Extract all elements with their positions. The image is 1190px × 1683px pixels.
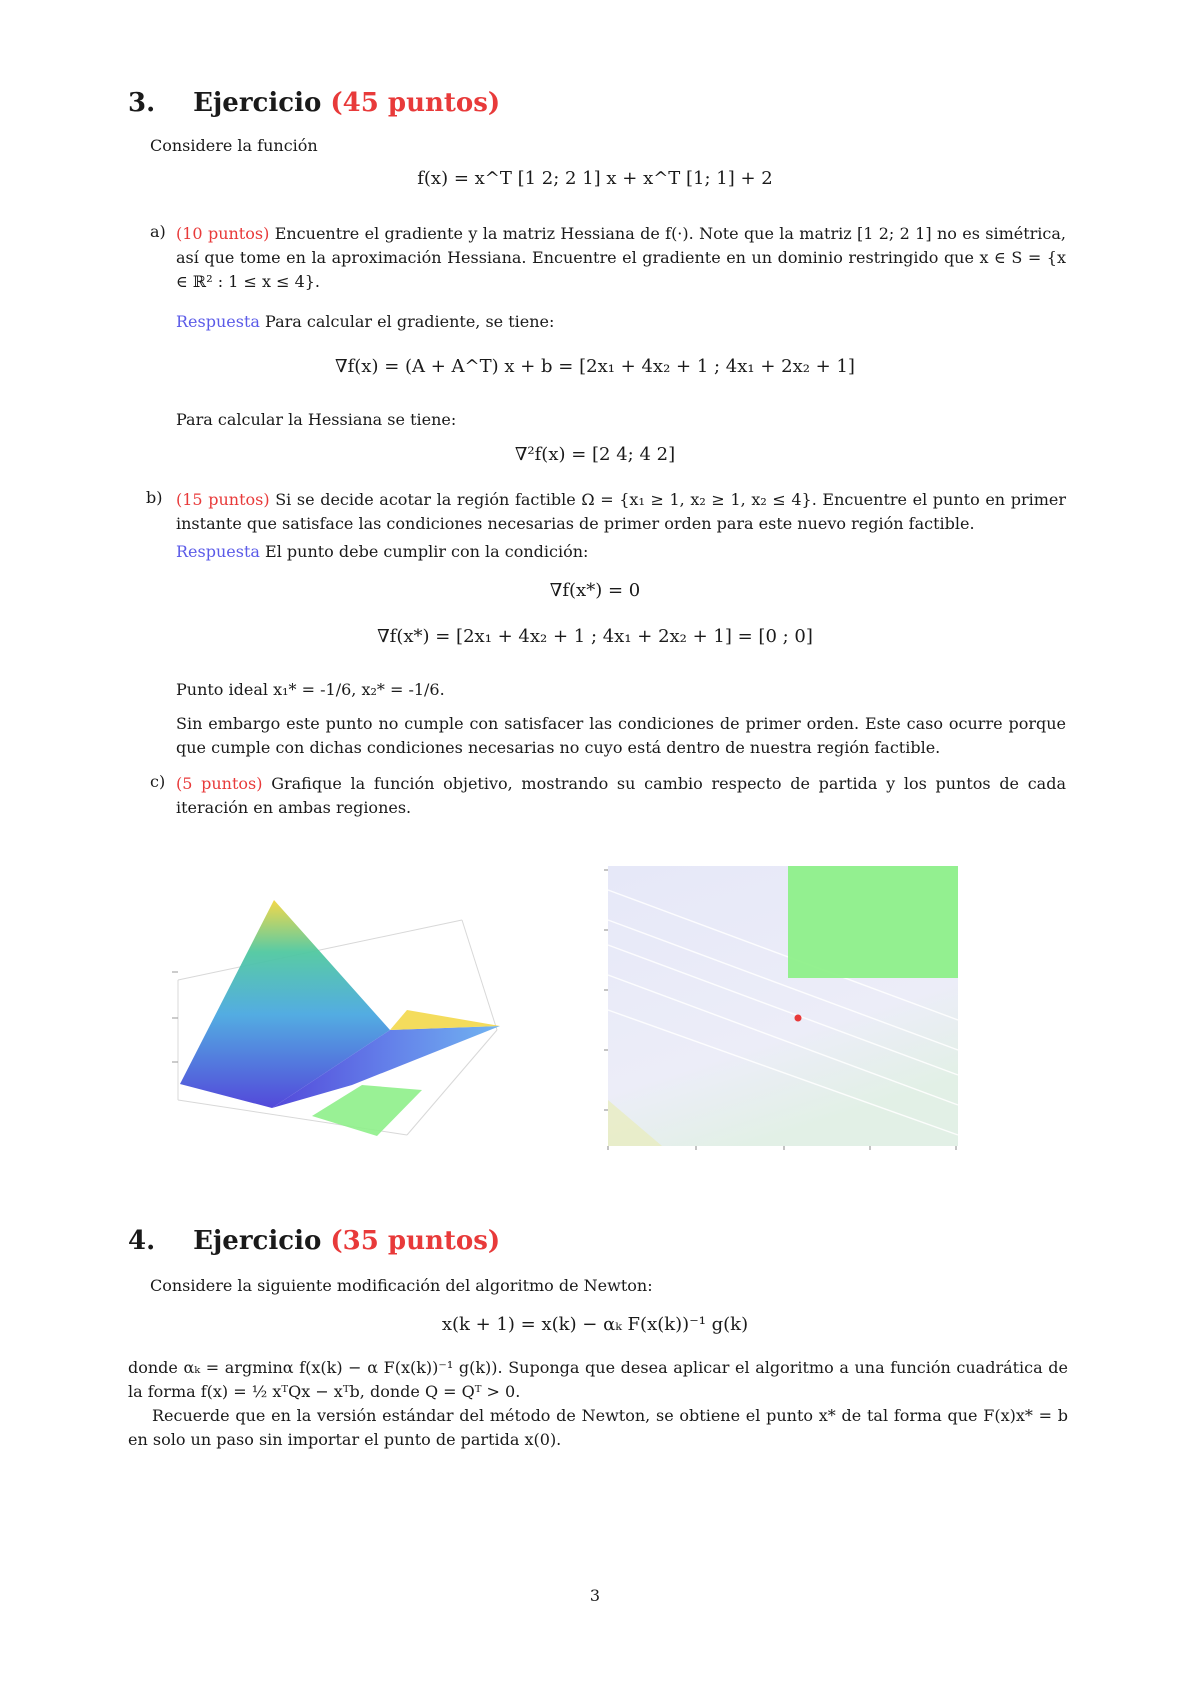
section-4-paragraph-2: Recuerde que en la versión estándar del método de Newton, se obtiene el punto x* de tal forma que F(x)x* = b en solo un paso sin importar el punto de partida x(0). xyxy=(128,1406,1068,1449)
part-a-response xyxy=(176,310,1056,334)
part-c-label: c) xyxy=(150,772,166,791)
feasible-region-3d xyxy=(312,1085,422,1136)
response-label-b: Respuesta xyxy=(176,542,260,561)
page-number: 3 xyxy=(589,1586,601,1605)
response-label-a: Respuesta xyxy=(176,312,260,331)
part-c-body: Grafique la función objetivo, mostrando su cambio respecto de partida y los puntos de cada iteración en ambas regiones. xyxy=(176,774,1067,817)
part-b-note: Sin embargo este punto no cumple con satisfacer las condiciones de primer orden. Este caso ocurre porque que cumple con dichas condiciones necesarias no cuyo está dentro de nuestra región factible. xyxy=(176,714,1066,757)
z-ticks xyxy=(172,972,178,1062)
section-title: Ejercicio xyxy=(193,1226,322,1256)
section-points: (35 puntos) xyxy=(330,1226,501,1256)
section-4-intro: Considere la siguiente modificación del algoritmo de Newton: xyxy=(150,1276,653,1295)
function-definition: f(x) = x^T [1 2; 2 1] x + x^T [1; 1] + 2 xyxy=(417,168,773,189)
part-b-label: b) xyxy=(146,488,163,507)
part-a-text xyxy=(176,222,1066,294)
part-a-body: Encuentre el gradiente y la matriz Hessiana de f(·). Note que la matriz [1 2; 2 1] no es simétrica, así que tome en la aproximación Hessiana. Encuentre el gradiente en un dominio restringido que x ∈ S = {x ∈ ℝ² : 1 ≤ x ≤ 4}. xyxy=(176,224,1067,291)
surface-3d-plot xyxy=(122,880,572,1180)
part-b-response xyxy=(176,540,1056,564)
ideal-point-text: Punto ideal x₁* = -1/6, x₂* = -1/6. xyxy=(176,680,445,699)
hessian-equation: ∇²f(x) = [2 4; 4 2] xyxy=(514,444,676,465)
newton-update-equation: x(k + 1) = x(k) − αₖ F(x(k))⁻¹ g(k) xyxy=(441,1314,749,1335)
part-c-text xyxy=(176,772,1066,820)
section-heading-4 xyxy=(128,1226,500,1256)
gradient-equation: ∇f(x) = (A + A^T) x + b = [2x₁ + 4x₂ + 1 ; 4x₁ + 2x₂ + 1] xyxy=(335,356,855,377)
section-number: 4. xyxy=(128,1226,156,1256)
hessian-text: Para calcular la Hessiana se tiene: xyxy=(176,410,457,429)
part-b-text xyxy=(176,488,1066,536)
section-heading-3 xyxy=(128,88,500,118)
part-a-points: (10 puntos) xyxy=(176,224,270,243)
section-points: (45 puntos) xyxy=(330,88,501,118)
condition-equation-1: ∇f(x*) = 0 xyxy=(549,580,641,601)
response-text-b: El punto debe cumplir con la condición: xyxy=(265,542,589,561)
optimum-point xyxy=(795,1015,802,1022)
feasible-region xyxy=(788,866,958,978)
part-a-label: a) xyxy=(150,222,166,241)
section-number: 3. xyxy=(128,88,156,118)
section-title: Ejercicio xyxy=(193,88,322,118)
part-b-points: (15 puntos) xyxy=(176,490,270,509)
contour-plot xyxy=(602,860,972,1180)
intro-text: Considere la función xyxy=(150,136,318,155)
section-4-paragraph-1: donde αₖ = argminα f(x(k) − α F(x(k))⁻¹ g(k)). Suponga que desea aplicar el algoritmo a una función cuadrática de la forma f(x) = ½ xᵀQx − xᵀb, donde Q = Qᵀ > 0. xyxy=(128,1358,1068,1401)
condition-equation-2: ∇f(x*) = [2x₁ + 4x₂ + 1 ; 4x₁ + 2x₂ + 1] = [0 ; 0] xyxy=(377,626,813,647)
part-c-points: (5 puntos) xyxy=(176,774,263,793)
response-text-a: Para calcular el gradiente, se tiene: xyxy=(265,312,555,331)
part-b-body: Si se decide acotar la región factible Ω = {x₁ ≥ 1, x₂ ≥ 1, x₂ ≤ 4}. Encuentre el punto en primer instante que satisface las condiciones necesarias de primer orden para este nuevo región factible. xyxy=(176,490,1067,533)
